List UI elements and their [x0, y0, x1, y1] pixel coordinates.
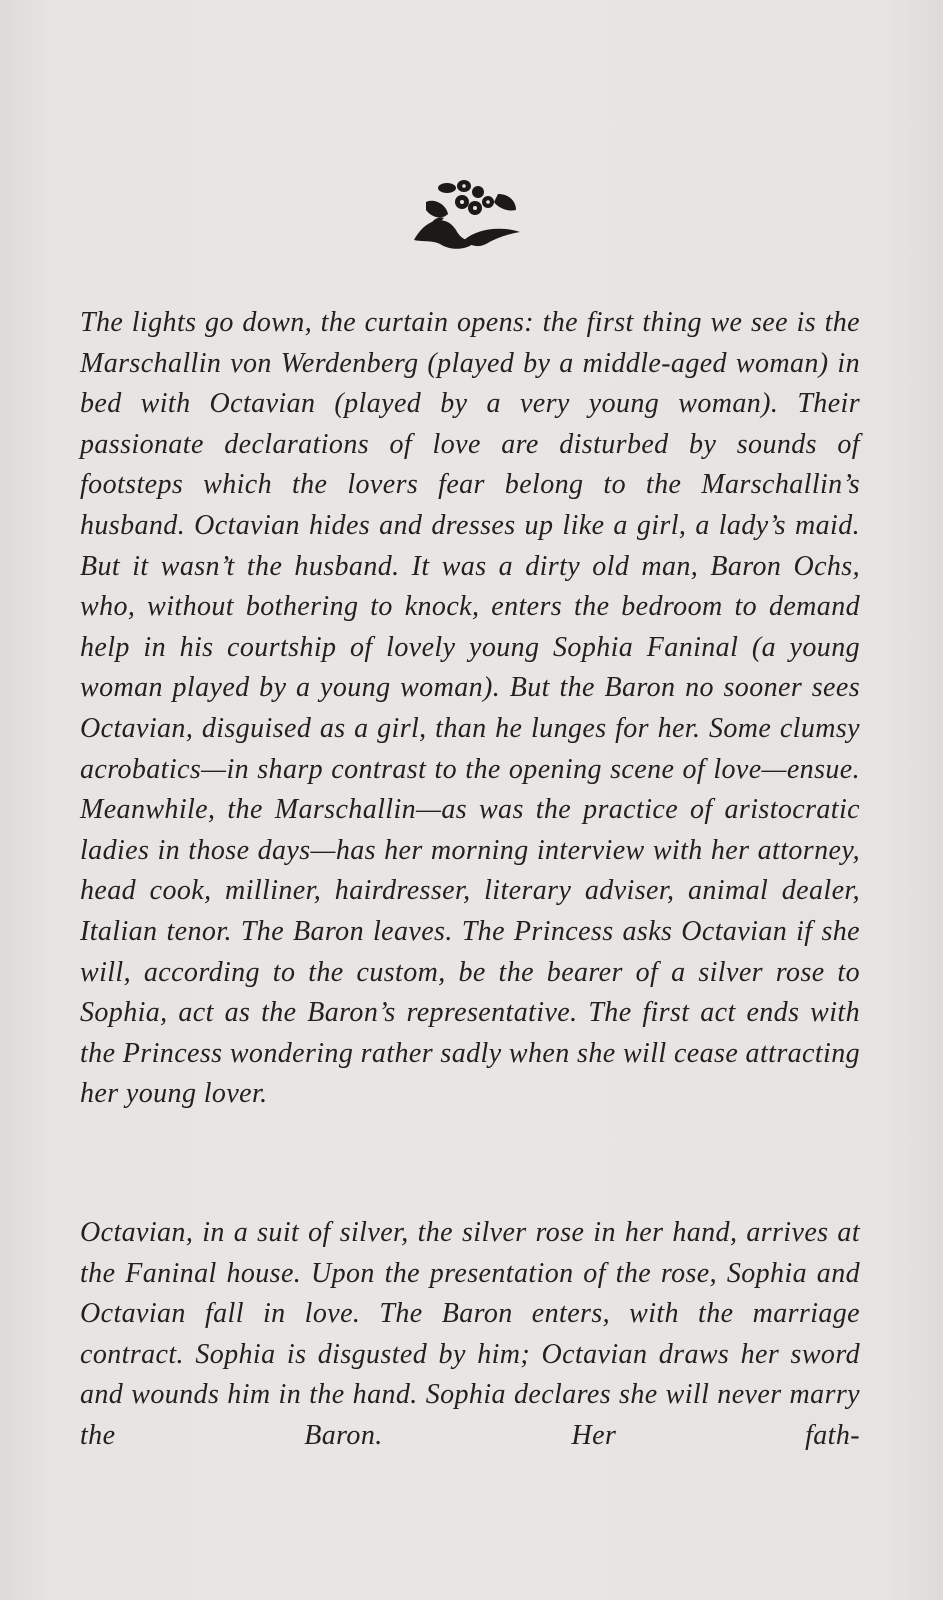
floral-vignette-icon [412, 180, 530, 256]
body-paragraph: The lights go down, the curtain opens: the first thing we see is the Marschallin von Werdenberg (played by a middle-aged woman) in bed with Octavian (played by a very young woman). Their passionate declarations of love are disturbed by sounds of footsteps which the lovers fear belong to the Marschallin’s husband. Octavian hides and dresses up like a girl, a lady’s maid. But it wasn’t the husband. It was a dirty old man, Baron Ochs, who, without bothering to knock, enters the bedroom to demand help in his courtship of lovely young Sophia Faninal (a young woman played by a young woman). But the Baron no sooner sees Octavian, disguised as a girl, than he lunges for her. Some clumsy acrobatics—in sharp contrast to the opening scene of love—ensue. Meanwhile, the Marschallin—as was the practice of aristocratic ladies in those days—has her morning interview with her attorney, head cook, milliner, hairdresser, literary adviser, animal dealer, Italian tenor. The Baron leaves. The Princess asks Octavian if she will, according to the custom, be the bearer of a silver rose to Sophia, act as the Baron’s representative. The first act ends with the Princess wondering rather sadly when she will cease attracting her young lover. [80, 307, 860, 1110]
body-paragraph: Octavian, in a suit of silver, the silver rose in her hand, arrives at the Faninal house. Upon the presentation of the rose, Sophia and Octavian fall in love. The Baron enters, with the marriage contract. Sophia is disgusted by him; Octavian draws her sword and wounds him in the hand. Sophia declares she will never marry the Baron. Her fath- [80, 1217, 860, 1451]
